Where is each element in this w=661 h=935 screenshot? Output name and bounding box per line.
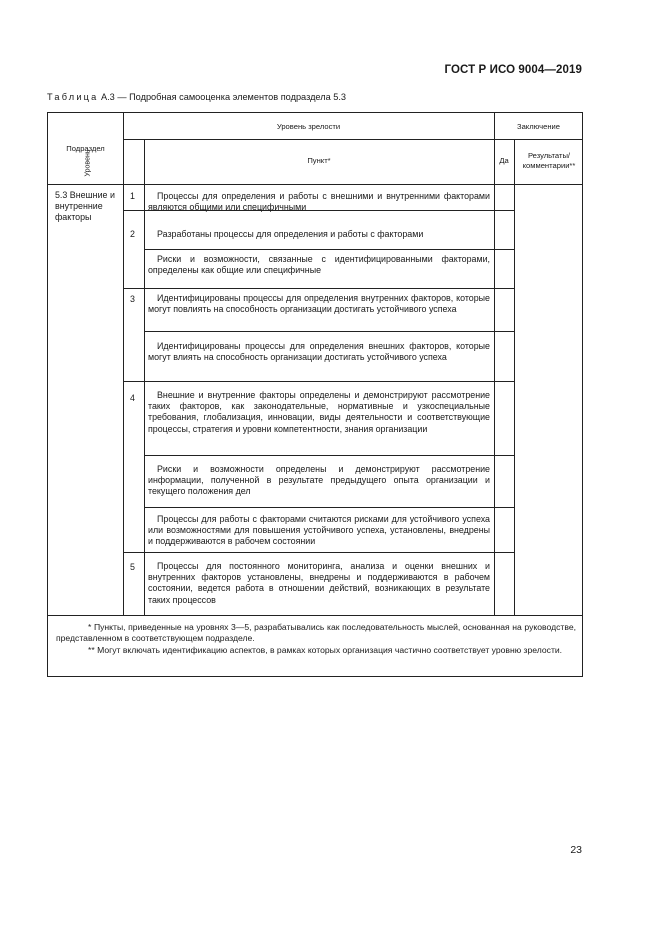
document-code: ГОСТ Р ИСО 9004—2019	[444, 64, 582, 76]
table-row-item: Процессы для определения и работы с внешними и внутренними факторами являются общими или специфичными	[148, 191, 490, 213]
header-subsection: Подраздел	[66, 144, 105, 153]
table-row-item: Процессы для постоянного мониторинга, анализа и оценки внешних и внутренних факторов установлены, внедрены и поддерживаются в рабочем состоянии, ведется работа в отношении действий, возникающих в результате таких процессов	[148, 561, 490, 605]
table-row-item: Идентифицированы процессы для определения внутренних факторов, которые могут повлиять на способность организации достигать устойчивого успеха	[148, 293, 490, 315]
table-row-item: Риски и возможности определены и демонстрируют рассмотрение информации, полученной в результате предыдущего опыта организации и текущего положения дел	[148, 464, 490, 497]
footnote-1: * Пункты, приведенные на уровнях 3—5, разрабатывались как последовательность мыслей, основанная на руководстве, представленном в соответствующем подразделе.	[56, 622, 576, 644]
level-number: 4	[130, 393, 135, 403]
table-row-item: Идентифицированы процессы для определения внешних факторов, которые могут влиять на способность организации достигать устойчивого успеха	[148, 341, 490, 363]
level-number: 5	[130, 562, 135, 572]
table-row-item: Разработаны процессы для определения и работы с факторами	[157, 229, 424, 239]
table-caption	[47, 92, 346, 102]
table-row-item: Процессы для работы с факторами считаются рисками для устойчивого успеха или возможностями для повышения устойчивого успеха, установлены, внедрены и поддерживаются в рабочем состоянии	[148, 514, 490, 547]
level-number: 2	[130, 229, 135, 239]
self-assessment-table	[47, 112, 583, 677]
header-conclusion: Заключение	[516, 122, 560, 131]
table-row-item: Внешние и внутренние факторы определены и демонстрируют рассмотрение таких факторов, как законодательные, нормативные и узкоспециальные требования, глобализация, инновации, виды деятельности и соответствующие процессы, стратегия и уровни компетентности, знания организации	[148, 390, 490, 434]
header-item: Пункт*	[307, 156, 331, 165]
header-yes: Да	[499, 156, 509, 165]
table-row-item: Риски и возможности, связанные с идентифицированными факторами, определены как общие или специфичные	[148, 254, 490, 276]
header-maturity-level: Уровень зрелости	[276, 122, 341, 131]
subsection-label: 5.3 Внешние и внутренние факторы	[55, 190, 115, 223]
page-number: 23	[570, 844, 582, 856]
caption-label: Таблица	[47, 92, 99, 102]
level-number: 3	[130, 294, 135, 304]
footnote-2: ** Могут включать идентификацию аспектов, в рамках которых организация частично соответствует уровню зрелости.	[88, 644, 563, 655]
header-level-text: Уровень	[84, 149, 92, 177]
header-level	[80, 145, 96, 181]
caption-text: А.3 — Подробная самооценка элементов подраздела 5.3	[98, 92, 347, 102]
header-results-comments: Результаты/ комментарии**	[522, 151, 576, 170]
level-number: 1	[130, 191, 135, 201]
footnotes	[56, 622, 576, 656]
